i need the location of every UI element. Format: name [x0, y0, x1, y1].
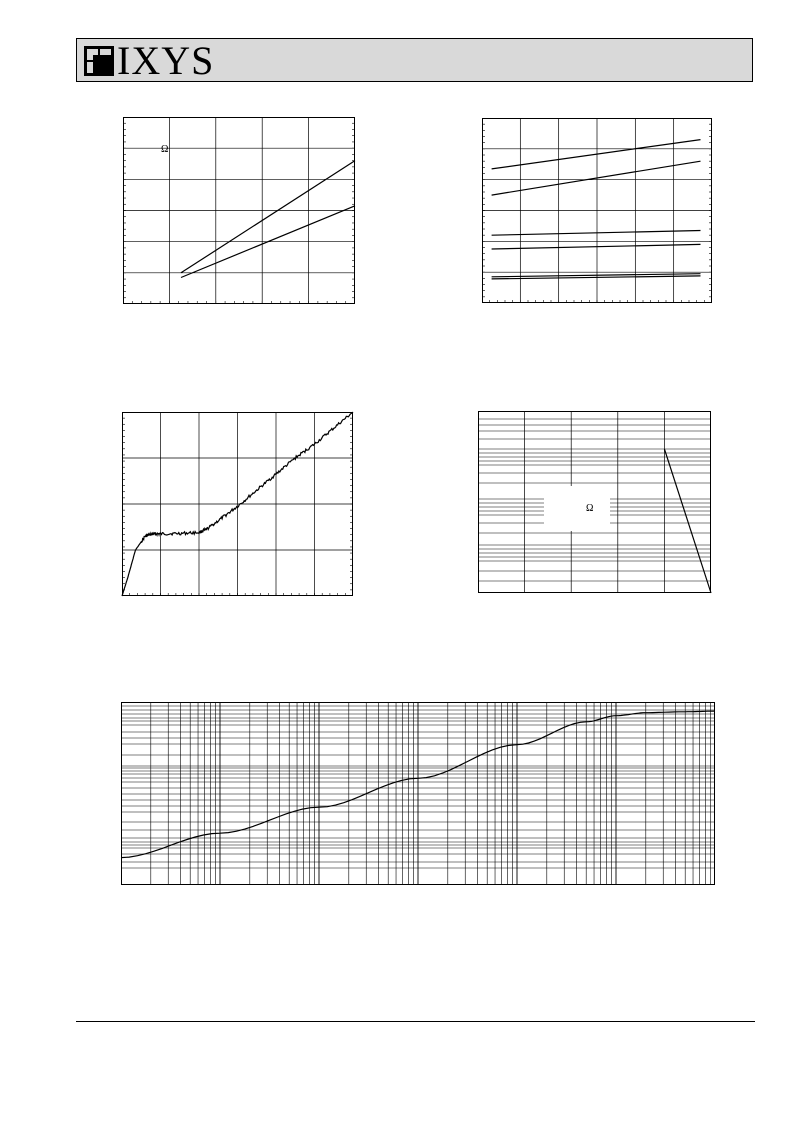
chart-2 [482, 118, 712, 303]
chart3-plot [122, 412, 353, 596]
legend-box [544, 486, 610, 531]
chart4-plot [478, 411, 711, 593]
chart5-plot [121, 702, 715, 885]
chart-3 [122, 412, 353, 596]
chart-5 [121, 702, 715, 885]
chart-1 [123, 117, 355, 304]
footer-rule [76, 1021, 755, 1022]
brand-name: IXYS [117, 38, 215, 83]
page-header [76, 38, 753, 82]
ixys-logo-icon [84, 46, 114, 76]
chart1-plot [123, 117, 355, 304]
chart-4 [478, 411, 711, 593]
annotation-label: Ω [586, 503, 594, 514]
annotation-label: Ω [161, 144, 169, 155]
chart2-plot [482, 118, 712, 303]
